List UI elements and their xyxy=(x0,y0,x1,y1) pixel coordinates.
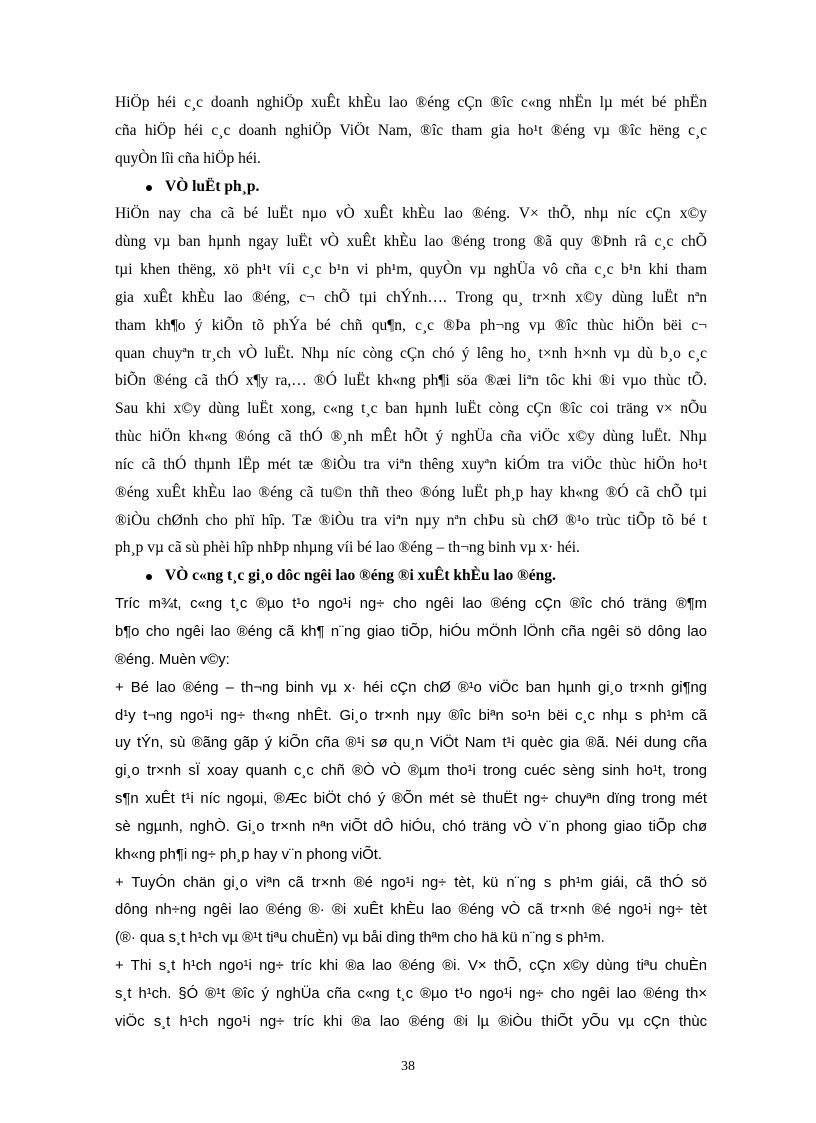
paragraph-line: níc cã thÓ thµnh lËp mét tæ ®iÒu tra viªn thêng xuyªn kiÓm tra viÖc thùc hiÖn ho¹t xyxy=(115,456,707,473)
paragraph-line: ®iÒu chØnh cho phï hîp. Tæ ®iÒu tra viªn nµy nªn chÞu sù chØ ®¹o trùc tiÕp tõ bé t xyxy=(115,512,707,529)
paragraph-line: HiÖp héi c¸c doanh nghiÖp xuÊt khÈu lao ®éng cÇn ®îc c«ng nhËn lµ mét bé phËn xyxy=(115,94,707,111)
section-heading: VÒ c«ng t¸c gi¸o dôc ngêi lao ®éng ®i xuÊt khÈu lao ®éng. xyxy=(165,567,556,584)
paragraph-line: sè ngµnh, nghÒ. Gi¸o tr×nh nªn viÕt dÔ hiÓu, chó träng vÒ v¨n phong giao tiÕp chø xyxy=(115,819,707,835)
paragraph-line: b¶o cho ngêi lao ®éng cã kh¶ n¨ng giao tiÕp, hiÓu mÖnh lÖnh cña ngêi sö dông lao xyxy=(115,624,707,640)
paragraph-line: + TuyÓn chän gi¸o viªn cã tr×nh ®é ngo¹i ng÷ tèt, kü n¨ng s ph¹m giái, cã thÓ sö xyxy=(115,875,707,891)
paragraph-line: Tríc m¾t, c«ng t¸c ®µo t¹o ngo¹i ng÷ cho ngêi lao ®éng cÇn ®îc chó träng ®¶m xyxy=(115,596,707,612)
paragraph-line: s¶n xuÊt t¹i níc ngoµi, ®Æc biÖt chó ý ®Õn mét sè thuËt ng÷ chuyªn dïng trong mét xyxy=(115,791,707,807)
paragraph-line: dùng vµ ban hµnh ngay luËt vÒ xuÊt khÈu lao ®éng trong ®ã quy ®Þnh râ c¸c chÕ xyxy=(115,233,707,250)
paragraph-line: tham kh¶o ý kiÕn tõ phÝa bé chñ qu¶n, c¸c ®Þa ph¬ng vµ ®îc thùc hiÖn bëi c¬ xyxy=(115,317,707,334)
paragraph-line: uy tÝn, sù ®ãng gãp ý kiÕn cña ®¹i sø qu¸n ViÖt Nam t¹i quèc gia ®ã. Néi dung cña xyxy=(115,735,707,751)
paragraph-line: (®· qua s¸t h¹ch vµ ®¹t tiªu chuÈn) vµ båi dìng thªm cho hä kü n¨ng s ph¹m. xyxy=(115,930,605,946)
paragraph-line: ®éng xuÊt khÈu lao ®éng cã tu©n thñ theo ®óng luËt ph¸p hay kh«ng ®Ó cã chÕ tµi xyxy=(115,484,707,501)
paragraph-line: + Thi s¸t h¹ch ngo¹i ng÷ tríc khi ®a lao ®éng ®i. V× thÕ, cÇn x©y dùng tiªu chuÈn xyxy=(115,958,707,974)
paragraph-line: Sau khi x©y dùng luËt xong, c«ng t¸c ban hµnh luËt còng cÇn ®îc coi träng v× nÕu xyxy=(115,400,707,417)
paragraph-line: cña hiÖp héi c¸c doanh nghiÖp ViÖt Nam, ®îc tham gia ho¹t ®éng vµ ®îc hëng c¸c xyxy=(115,122,707,139)
paragraph-line: viÖc s¸t h¹ch ngo¹i ng÷ tríc khi ®a lao ®éng ®i lµ ®iÒu thiÕt yÕu vµ cÇn thùc xyxy=(115,1014,707,1030)
paragraph-line: d¹y t¬ng ngo¹i ng÷ th«ng nhÊt. Gi¸o tr×nh nµy ®îc biªn so¹n bëi c¸c nhµ s ph¹m cã xyxy=(115,708,707,724)
paragraph-line: + Bé lao ®éng – th¬ng binh vµ x· héi cÇn chØ ®¹o viÖc ban hµnh gi¸o tr×nh gi¶ng xyxy=(115,680,707,696)
paragraph-line: HiÖn nay cha cã bé luËt nµo vÒ xuÊt khÈu lao ®éng. V× thÕ, nhµ níc cÇn x©y xyxy=(115,205,707,222)
paragraph-line: quan chuyªn tr¸ch vÒ luËt. Nhµ níc còng cÇn chó ý lêng ho¸ t×nh h×nh vµ dù b¸o c¸c xyxy=(115,345,707,362)
section-heading: VÒ luËt ph¸p. xyxy=(165,178,260,195)
paragraph-line: biÕn ®éng cã thÓ x¶y ra,… ®Ó luËt kh«ng ph¶i söa ®æi liªn tôc khi ®i vµo thùc tÕ. xyxy=(115,372,707,389)
bullet-icon xyxy=(146,185,152,191)
paragraph-line: kh«ng ph¶i ng÷ ph¸p hay v¨n phong viÕt. xyxy=(115,847,382,863)
paragraph-line: quyÒn lîi cña hiÖp héi. xyxy=(115,150,261,167)
page-number: 38 xyxy=(401,1059,415,1074)
paragraph-line: ph¸p vµ cã sù phèi hîp nhÞp nhµng víi bé lao ®éng – th¬ng binh vµ x· héi. xyxy=(115,539,580,556)
paragraph-line: gi¸o tr×nh sÏ xoay quanh c¸c chñ ®Ò vÒ ®µm tho¹i trong cuéc sèng sinh ho¹t, trong xyxy=(115,763,707,779)
paragraph-line: ®éng. Muèn v©y: xyxy=(115,652,230,668)
paragraph-line: s¸t h¹ch. §Ó ®¹t ®îc ý nghÜa cña c«ng t¸c ®µo t¹o ngo¹i ng÷ cho ngêi lao ®éng th× xyxy=(115,986,707,1002)
paragraph-line: dông nh÷ng ngêi lao ®éng ®· ®i xuÊt khÈu lao ®éng vÒ cã tr×nh ®é ngo¹i ng÷ tèt xyxy=(115,902,707,918)
bullet-icon xyxy=(146,574,152,580)
paragraph-line: tµi khen thëng, xö ph¹t víi c¸c b¹n vi ph¹m, quyÒn vµ nghÜa vô cña c¸c b¹n khi tham xyxy=(115,261,707,278)
paragraph-line: thùc hiÖn kh«ng ®óng cã thÓ ®¸nh mÊt hÕt ý nghÜa cña viÖc x©y dùng luËt. Nhµ xyxy=(115,428,707,445)
paragraph-line: gia xuÊt khÈu lao ®éng, c¬ chÕ tµi chÝnh…. Trong qu¸ tr×nh x©y dùng luËt nªn xyxy=(115,289,707,306)
